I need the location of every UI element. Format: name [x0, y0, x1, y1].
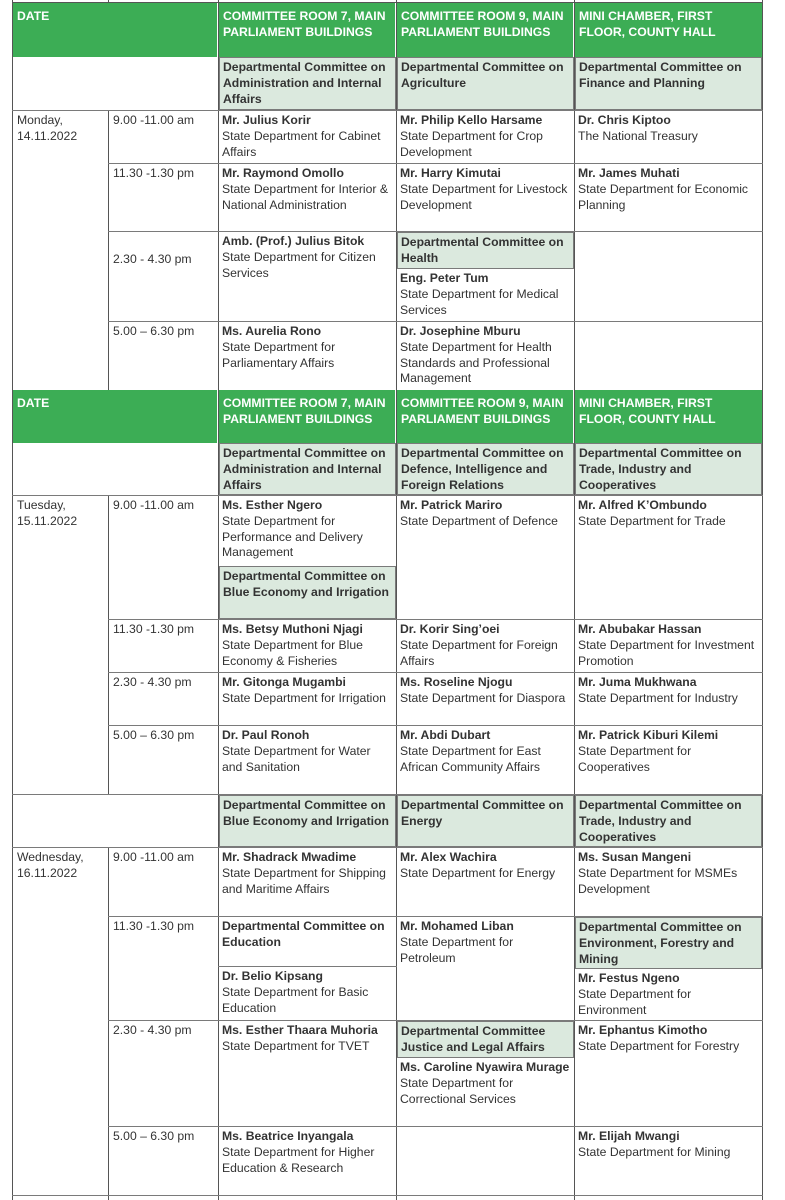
committee-label: Departmental Committee on Defence, Intelligence and Foreign Relations: [397, 443, 574, 495]
committee-row-blank: [13, 57, 218, 110]
appearance-entry: Mr. Julius Korir State Department for Cabinet Affairs: [222, 113, 381, 159]
date-cell: Tuesday, 15.11.2022: [17, 498, 78, 528]
time-slot: 11.30 -1.30 pm: [113, 622, 195, 636]
appearance-entry: Ms. Roseline Njogu State Department for Diaspora: [400, 675, 566, 705]
committee-row-blank: [13, 443, 218, 495]
committee-label: Departmental Committee on Trade, Industry and Cooperatives: [575, 443, 762, 495]
header-date: DATE: [13, 390, 218, 443]
appearance-entry: Dr. Belio Kipsang State Department for Basic Education: [222, 969, 369, 1015]
committee-label: Departmental Committee on Health: [397, 232, 574, 269]
appearance-entry: Amb. (Prof.) Julius Bitok State Department for Citizen Services: [222, 234, 376, 280]
appearance-entry: Mr. Alex Wachira State Department for Energy: [400, 850, 556, 880]
appearance-entry: Mr. Mohamed Liban State Department for Petroleum: [400, 919, 514, 965]
appearance-entry: Dr. Paul Ronoh State Department for Water and Sanitation: [222, 728, 371, 774]
time-slot: 9.00 -11.00 am: [113, 113, 195, 127]
header-date: DATE: [13, 3, 218, 57]
appearance-entry: Ms. Aurelia Rono State Department for Parliamentary Affairs: [222, 324, 336, 370]
appearance-entry: Ms. Esther Ngero State Department for Performance and Delivery Management: [222, 498, 363, 560]
appearance-entry: Mr. Patrick Mariro State Department of Defence: [400, 498, 558, 528]
committee-label: Departmental Committee on Blue Economy and Irrigation: [219, 795, 396, 847]
time-slot: 11.30 -1.30 pm: [113, 166, 195, 180]
committee-row-blank: [13, 795, 218, 847]
committee-label: Departmental Committee on Administration and Internal Affairs: [219, 57, 396, 110]
appearance-entry: Mr. Ephantus Kimotho State Department for Forestry: [578, 1023, 740, 1053]
header-committee-room-7: COMMITTEE ROOM 7, MAIN PARLIAMENT BUILDINGS: [219, 3, 396, 57]
time-slot: 2.30 - 4.30 pm: [113, 675, 192, 689]
committee-label: Departmental Committee on Agriculture: [397, 57, 574, 110]
time-slot: 11.30 -1.30 pm: [113, 919, 195, 933]
appearance-entry: Ms. Caroline Nyawira Murage State Department for Correctional Services: [400, 1060, 570, 1106]
time-slot: 5.00 – 6.30 pm: [113, 1129, 195, 1143]
time-slot: 2.30 - 4.30 pm: [113, 1023, 192, 1037]
committee-label: Departmental Committee Justice and Legal Affairs: [397, 1021, 574, 1058]
appearance-entry: Ms. Esther Thaara Muhoria State Department for TVET: [222, 1023, 378, 1053]
time-slot: 9.00 -11.00 am: [113, 850, 195, 864]
header-mini-chamber: MINI CHAMBER, FIRST FLOOR, COUNTY HALL: [575, 390, 762, 443]
time-slot: 2.30 - 4.30 pm: [113, 252, 192, 266]
appearance-entry: Mr. Philip Kello Harsame State Department for Crop Development: [400, 113, 543, 159]
time-slot: 5.00 – 6.30 pm: [113, 728, 195, 742]
time-slot: 9.00 -11.00 am: [113, 498, 195, 512]
appearance-entry: Mr. Shadrack Mwadime State Department for Shipping and Maritime Affairs: [222, 850, 386, 896]
header-committee-room-9: COMMITTEE ROOM 9, MAIN PARLIAMENT BUILDINGS: [397, 3, 574, 57]
committee-label: Departmental Committee on Finance and Planning: [575, 57, 762, 110]
committee-inline-label: Departmental Committee on Education: [222, 919, 385, 949]
header-committee-room-7: COMMITTEE ROOM 7, MAIN PARLIAMENT BUILDINGS: [219, 390, 396, 443]
appearance-entry: Mr. Patrick Kiburi Kilemi State Department for Cooperatives: [578, 728, 719, 774]
appearance-entry: Mr. Alfred K’Ombundo State Department for Trade: [578, 498, 726, 528]
appearance-entry: Ms. Susan Mangeni State Department for MSMEs Development: [578, 850, 738, 896]
date-cell: Monday, 14.11.2022: [17, 113, 78, 143]
header-mini-chamber: MINI CHAMBER, FIRST FLOOR, COUNTY HALL: [575, 3, 762, 57]
appearance-entry: Mr. Abubakar Hassan State Department for Investment Promotion: [578, 622, 755, 668]
appearance-entry: Mr. Juma Mukhwana State Department for Industry: [578, 675, 738, 705]
committee-label: Departmental Committee on Administration and Internal Affairs: [219, 443, 396, 495]
appearance-entry: Mr. Elijah Mwangi State Department for Mining: [578, 1129, 731, 1159]
date-cell: Wednesday, 16.11.2022: [17, 850, 84, 880]
committee-label: Departmental Committee on Environment, Forestry and Mining: [575, 917, 762, 969]
header-committee-room-9: COMMITTEE ROOM 9, MAIN PARLIAMENT BUILDINGS: [397, 390, 574, 443]
committee-label: Departmental Committee on Trade, Industry and Cooperatives: [575, 795, 762, 847]
appearance-entry: Dr. Korir Sing’oei State Department for Foreign Affairs: [400, 622, 558, 668]
appearance-entry: Mr. Harry Kimutai State Department for Livestock Development: [400, 166, 568, 212]
time-slot: 5.00 – 6.30 pm: [113, 324, 195, 338]
appearance-entry: Mr. James Muhati State Department for Economic Planning: [578, 166, 749, 212]
appearance-entry: Ms. Beatrice Inyangala State Department for Higher Education & Research: [222, 1129, 375, 1175]
appearance-entry: Mr. Raymond Omollo State Department for Interior & National Administration: [222, 166, 388, 212]
appearance-entry: Dr. Chris Kiptoo The National Treasury: [578, 113, 698, 143]
appearance-entry: Ms. Betsy Muthoni Njagi State Department for Blue Economy & Fisheries: [222, 622, 363, 668]
appearance-entry: Mr. Gitonga Mugambi State Department for Irrigation: [222, 675, 386, 705]
committee-label: Departmental Committee on Blue Economy and Irrigation: [219, 566, 396, 619]
appearance-entry: Mr. Festus Ngeno State Department for Environment: [578, 971, 692, 1017]
appearance-entry: Dr. Josephine Mburu State Department for Health Standards and Professional Management: [400, 324, 552, 386]
committee-label: Departmental Committee on Energy: [397, 795, 574, 847]
table-border-left: [12, 0, 13, 1200]
table-border-bottom: [12, 1195, 763, 1196]
appearance-entry: Mr. Abdi Dubart State Department for East African Community Affairs: [400, 728, 541, 774]
appearance-entry: Eng. Peter Tum State Department for Medical Services: [400, 271, 559, 317]
